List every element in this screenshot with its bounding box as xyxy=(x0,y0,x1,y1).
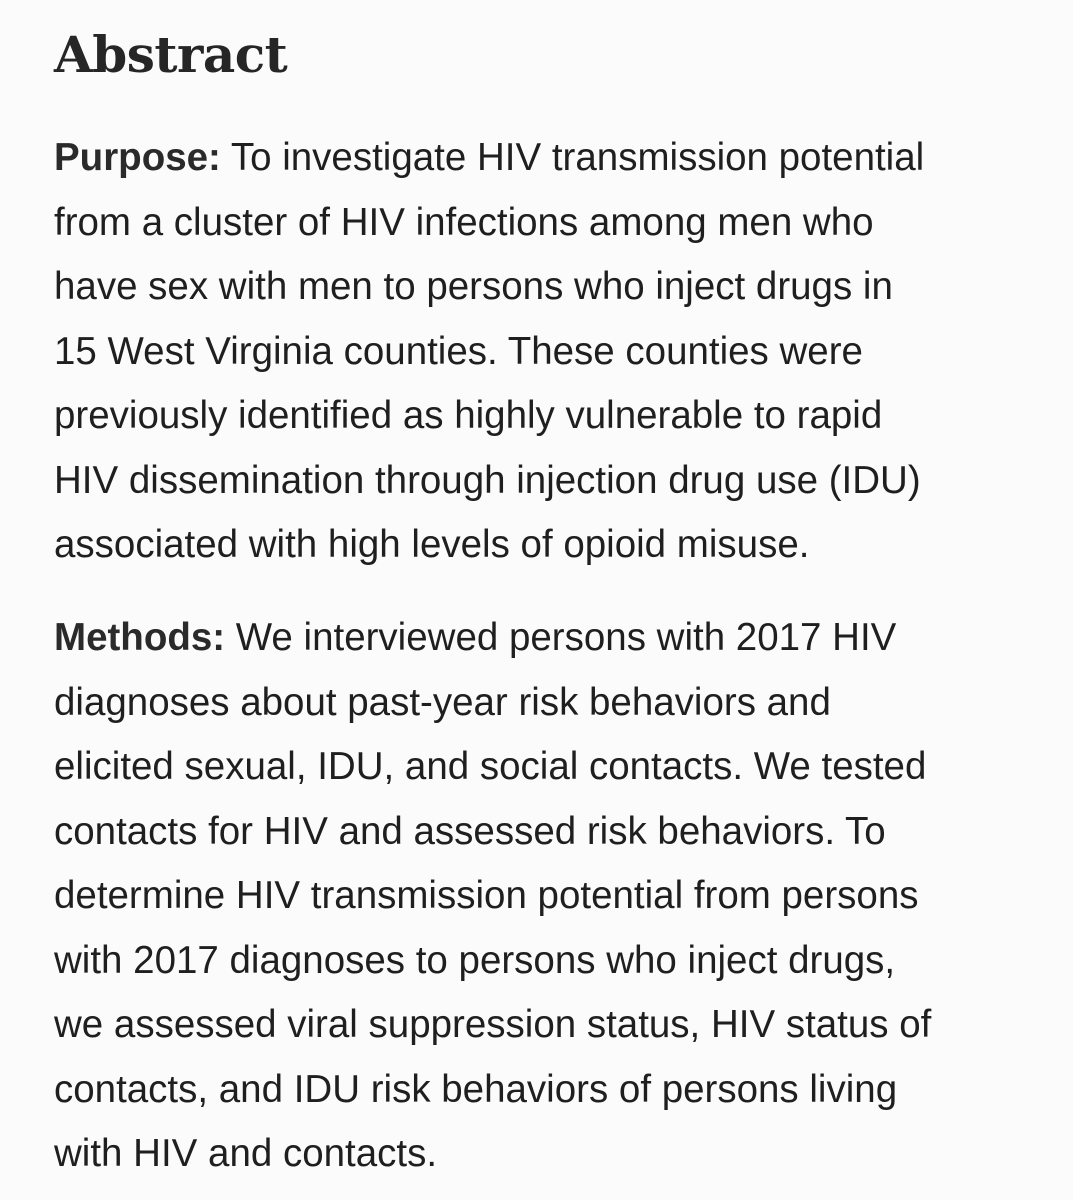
methods-line xyxy=(54,606,1064,671)
purpose-line: have sex with men to persons who inject drugs in xyxy=(54,265,893,308)
methods-line: contacts for HIV and assessed risk behaviors. To xyxy=(54,809,886,853)
purpose-line xyxy=(54,126,1064,191)
methods-line: with HIV and contacts. xyxy=(54,1132,438,1175)
purpose-line: 15 West Virginia counties. These counties were xyxy=(54,329,863,373)
purpose-line: previously identified as highly vulnerable to rapid xyxy=(54,394,883,437)
methods-line: diagnoses about past-year risk behaviors and xyxy=(54,680,831,724)
purpose-line: HIV dissemination through injection drug use (IDU) xyxy=(54,458,921,502)
purpose-line: associated with high levels of opioid misuse. xyxy=(54,523,810,566)
abstract-heading: Abstract xyxy=(54,25,288,84)
methods-paragraph xyxy=(54,606,1064,1187)
methods-line: we assessed viral suppression status, HIV status of xyxy=(54,1003,932,1046)
methods-label: Methods: xyxy=(54,616,226,659)
purpose-label: Purpose: xyxy=(54,136,221,179)
methods-line: contacts, and IDU risk behaviors of persons living xyxy=(54,1067,898,1111)
methods-line: with 2017 diagnoses to persons who inject drugs, xyxy=(54,938,896,982)
methods-line: elicited sexual, IDU, and social contacts. We tested xyxy=(54,745,927,788)
purpose-text: To investigate HIV transmission potential xyxy=(220,136,925,179)
purpose-paragraph xyxy=(54,126,1064,578)
methods-text: We interviewed persons with 2017 HIV xyxy=(225,616,897,659)
purpose-line: from a cluster of HIV infections among men who xyxy=(54,200,874,244)
methods-line: determine HIV transmission potential from persons xyxy=(54,874,919,917)
